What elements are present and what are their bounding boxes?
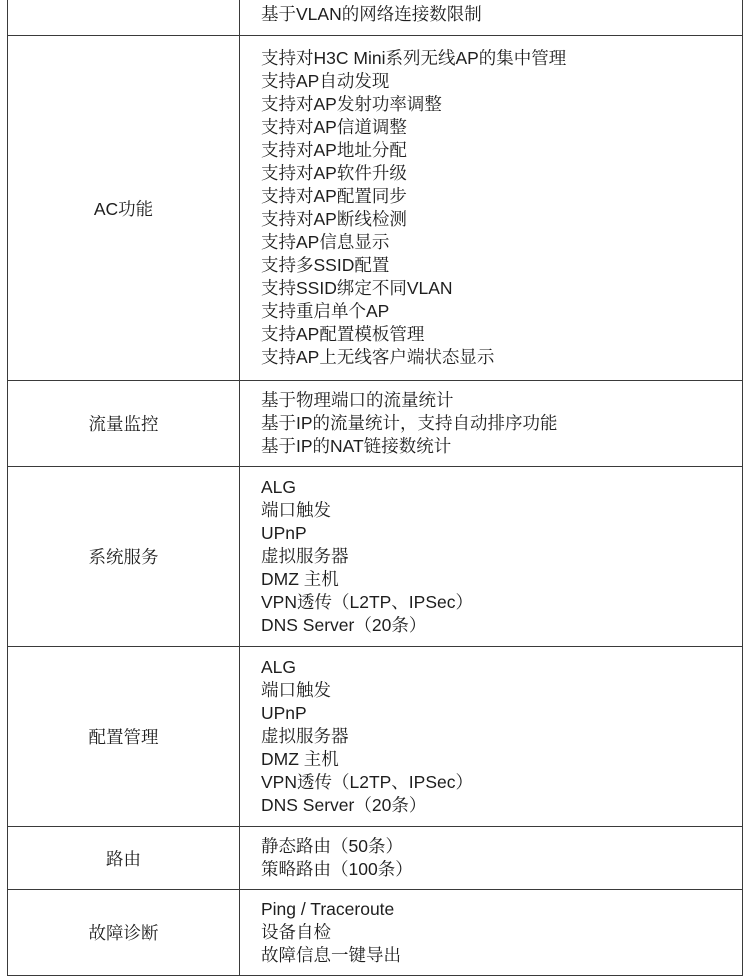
table-row-vlan-limit xyxy=(8,0,743,36)
feature-item: 端口触发 xyxy=(261,500,331,520)
category-cell xyxy=(8,0,240,36)
feature-item: 设备自检 xyxy=(261,922,331,942)
category-label: 配置管理 xyxy=(88,727,159,747)
feature-cell xyxy=(240,0,743,36)
feature-item: 虚拟服务器 xyxy=(261,726,349,746)
feature-item: DNS Server（20条） xyxy=(261,615,427,635)
category-cell xyxy=(8,827,240,890)
category-label: 故障诊断 xyxy=(88,923,159,943)
feature-cell xyxy=(240,647,743,827)
category-label: 路由 xyxy=(106,848,141,869)
table-row-traffic-monitor xyxy=(8,381,743,467)
feature-item: 支持AP信息显示 xyxy=(261,232,390,252)
feature-item: DNS Server（20条） xyxy=(261,795,427,815)
feature-item: 支持SSID绑定不同VLAN xyxy=(261,278,453,298)
feature-item: 策略路由（100条） xyxy=(261,859,413,879)
feature-item: ALG xyxy=(261,657,297,677)
feature-item: 基于VLAN的网络连接数限制 xyxy=(261,4,482,24)
feature-item: VPN透传（L2TP、IPSec） xyxy=(261,772,473,792)
feature-cell xyxy=(240,381,743,467)
feature-item: 支持对AP断线检测 xyxy=(261,209,407,229)
category-label: 流量监控 xyxy=(88,414,159,434)
feature-item: 支持对H3C Mini系列无线AP的集中管理 xyxy=(261,48,567,68)
feature-item: 支持重启单个AP xyxy=(261,301,390,321)
table-row-ac-function xyxy=(8,36,743,381)
table-row-routing xyxy=(8,827,743,890)
feature-item: 端口触发 xyxy=(261,680,331,700)
category-cell xyxy=(8,647,240,827)
spec-table xyxy=(7,0,743,976)
feature-item: 基于IP的流量统计，支持自动排序功能 xyxy=(261,413,558,433)
feature-item: DMZ 主机 xyxy=(261,749,339,769)
feature-item: ALG xyxy=(261,477,297,497)
category-label: AC功能 xyxy=(93,198,154,219)
feature-item: 基于IP的NAT链接数统计 xyxy=(261,436,452,456)
feature-item: 支持对AP信道调整 xyxy=(261,117,407,137)
feature-item: UPnP xyxy=(261,703,307,723)
feature-cell xyxy=(240,890,743,976)
feature-item: 基于物理端口的流量统计 xyxy=(261,390,454,410)
feature-item: DMZ 主机 xyxy=(261,569,339,589)
feature-cell xyxy=(240,36,743,381)
category-cell xyxy=(8,467,240,647)
table-row-diagnostics xyxy=(8,890,743,976)
feature-cell xyxy=(240,827,743,890)
category-label: 系统服务 xyxy=(88,547,159,567)
feature-cell xyxy=(240,467,743,647)
feature-item: 静态路由（50条） xyxy=(261,836,403,856)
feature-item: 支持多SSID配置 xyxy=(261,255,390,275)
feature-item: 故障信息一键导出 xyxy=(261,945,401,965)
feature-item: 支持AP自动发现 xyxy=(261,71,390,91)
category-cell xyxy=(8,381,240,467)
feature-item: Ping / Traceroute xyxy=(261,899,395,919)
feature-item: 支持AP上无线客户端状态显示 xyxy=(261,347,495,367)
category-cell xyxy=(8,36,240,381)
feature-item: 支持对AP地址分配 xyxy=(261,140,407,160)
table-row-config-management xyxy=(8,647,743,827)
feature-item: 支持对AP发射功率调整 xyxy=(261,94,442,114)
feature-item: VPN透传（L2TP、IPSec） xyxy=(261,592,473,612)
table-row-system-service xyxy=(8,467,743,647)
feature-item: 虚拟服务器 xyxy=(261,546,349,566)
feature-item: 支持对AP配置同步 xyxy=(261,186,407,206)
category-cell xyxy=(8,890,240,976)
feature-item: 支持对AP软件升级 xyxy=(261,163,407,183)
spec-table-body xyxy=(8,0,743,976)
feature-item: 支持AP配置模板管理 xyxy=(261,324,425,344)
feature-item: UPnP xyxy=(261,523,307,543)
